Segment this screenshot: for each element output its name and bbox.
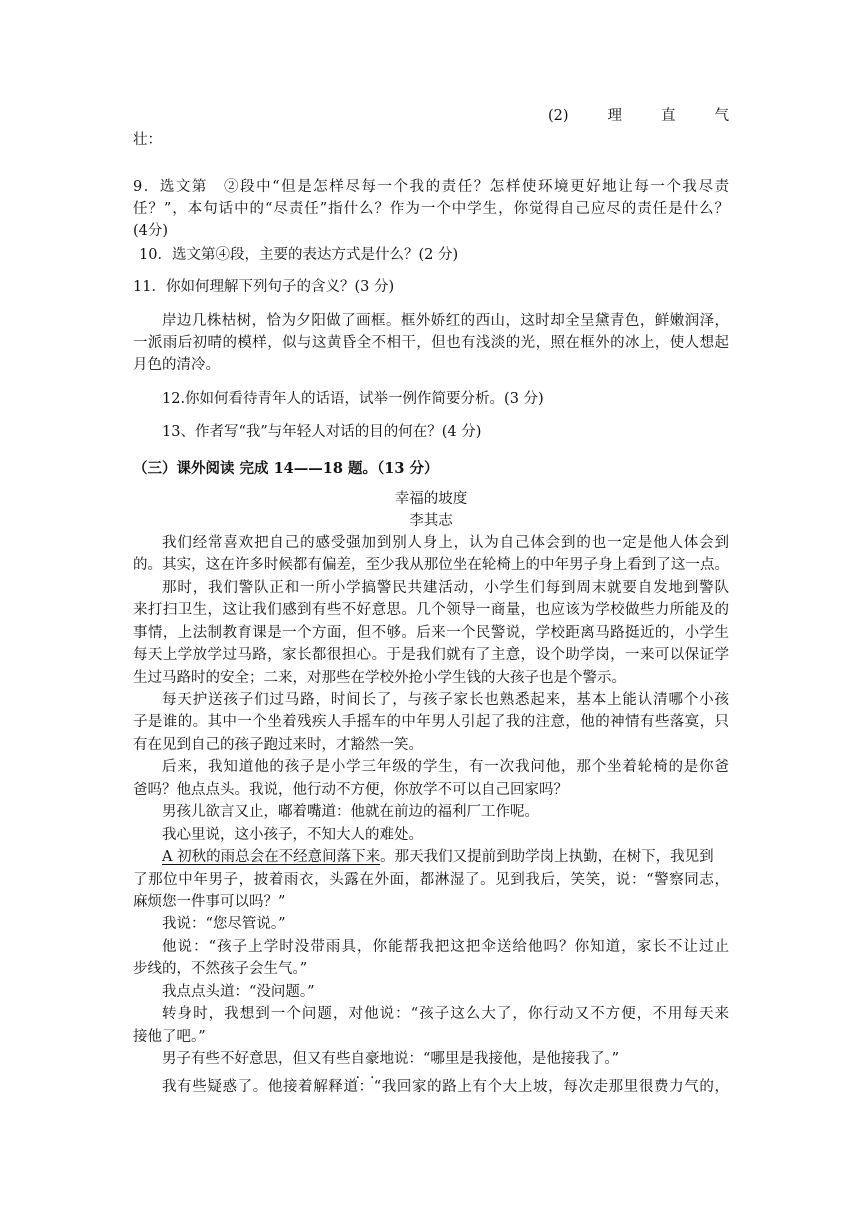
- story-line: 子是谁的。其中一个坐着残疾人手摇车的中年男人引起了我的注意，他的神情有些落寞，只: [133, 714, 729, 730]
- q9-line: 任？”，本句话中的“尽责任”指什么？作为一个中学生，你觉得自己应尽的责任是什么？: [133, 201, 729, 217]
- story-line: 我们经常喜欢把自己的感受强加到别人身上，认为自己体会到的也一定是他人体会到: [162, 535, 729, 551]
- q8-item2-char: 理: [607, 108, 623, 124]
- q9-score: (4分): [133, 223, 169, 239]
- story-line: 事情，上法制教育课是一个方面，但不够。后来一个民警说，学校距离马路挺近的，小学生: [133, 625, 729, 641]
- q8-item2-char: 直: [661, 108, 676, 124]
- story-author: 李其志: [409, 513, 453, 529]
- story-line: 我有些疑惑了。他接着解释道：“我回家的路上有个大上坡，每次走那里很费力气的，: [162, 1079, 729, 1095]
- emphasis-dot-char: 豪: [365, 1051, 380, 1067]
- story-line: 我点点头道：“没问题。”: [162, 984, 315, 1000]
- q8-item2-row: [548, 106, 729, 126]
- story-line: 爸吗？他点点头。我说，他行动不方便，你放学不可以自己回家吗？: [133, 782, 568, 798]
- story-line: 我心里说，这小孩子，不知大人的难处。: [162, 827, 423, 843]
- q11-stem: 11．你如何理解下列句子的含义？(3 分): [133, 279, 395, 295]
- story-line: 的。其实，这在许多时候都有偏差，至少我从那位坐在轮椅上的中年男子身上看到了这一点。: [133, 557, 729, 573]
- story-line: [133, 847, 729, 867]
- story-line: 转身时，我想到一个问题，对他说：“孩子这么大了，你行动又不方便，不用每天来: [162, 1006, 729, 1022]
- emphasis-dot-char: 自: [350, 1051, 365, 1067]
- underlined-sentence-a: A 初秋的雨总会在不经意间落下来: [162, 849, 381, 865]
- story-line: 接他了吧。”: [133, 1029, 206, 1045]
- story-line-rest: 。那天我们又提前到助学岗上执勤，在树下，我见到: [380, 849, 714, 865]
- story-line: 有在见到自己的孩子跑过来时，才豁然一笑。: [133, 737, 423, 753]
- q11-quote-line: 岸边几株枯树，恰为夕阳做了画框。框外娇红的西山，这时却全呈黛青色，鲜嫩润泽，: [162, 313, 729, 329]
- q11-quote-line: 一派雨后初晴的模样，似与这黄昏全不相干，但也有浅淡的光，照在框外的冰上，使人想起: [133, 335, 729, 351]
- story-title: 幸福的坡度: [394, 491, 468, 507]
- q10-text: 10．选文第④段，主要的表达方式是什么？(2 分): [139, 247, 459, 263]
- q9-line: 9．选文第 ②段中“但是怎样尽每一个我的责任？怎样使环境更好地让每一个我尽责: [133, 179, 729, 195]
- section-heading: （三）课外阅读 完成 14——18 题。（13 分）: [133, 460, 439, 477]
- q8-item2-continuation: 壮：: [133, 132, 162, 148]
- q11-quote-line: 月色的清冷。: [133, 357, 220, 373]
- story-line: 了那位中年男子，披着雨衣，头露在外面，都淋湿了。见到我后，笑笑，说：“警察同志，: [133, 872, 729, 888]
- story-line: 麻烦您一件事可以吗？”: [133, 894, 286, 910]
- story-line: 每天上学放学过马路，家长都很担心。于是我们就有了主意，设个助学岗，一来可以保证学: [133, 647, 729, 663]
- story-line: 后来，我知道他的孩子是小学三年级的学生，有一次我问他，那个坐着轮椅的是你爸: [162, 759, 729, 775]
- q8-item2-label: (2): [548, 108, 569, 124]
- q13-text: 13、作者写“我”与年轻人对话的目的何在？(4 分): [162, 424, 482, 440]
- story-text: 地说：“哪里是我接他，是他接我了。”: [379, 1051, 620, 1067]
- story-line: 步线的，不然孩子会生气。”: [133, 961, 308, 977]
- story-line: 来打扫卫生，这让我们感到有些不好意思。几个领导一商量，也应该为学校做些力所能及的: [133, 602, 729, 618]
- q12-text: 12.你如何看待青年人的话语，试举一例作简要分析。(3 分): [162, 391, 544, 407]
- story-line: 我说：“您尽管说。”: [162, 916, 286, 932]
- story-line: 他说：“孩子上学时没带雨具，你能帮我把这把伞送给他吗？你知道，家长不让过止: [162, 939, 729, 955]
- story-line: 每天护送孩子们过马路，时间长了，与孩子家长也熟悉起来，基本上能认清哪个小孩: [162, 692, 729, 708]
- story-text: 男子有些不好意思，但又有些: [162, 1051, 351, 1067]
- story-line: [133, 1049, 729, 1069]
- story-line: 男孩儿欲言又止，嘟着嘴道：他就在前边的福利厂工作呢。: [162, 804, 539, 820]
- q8-item2-char: 气: [714, 108, 729, 124]
- story-line: 那时，我们警队正和一所小学搞警民共建活动，小学生们每到周末就要自发地到警队: [162, 580, 729, 596]
- story-line: 生过马路时的安全；二来，对那些在学校外抢小学生钱的大孩子也是个警示。: [133, 670, 626, 686]
